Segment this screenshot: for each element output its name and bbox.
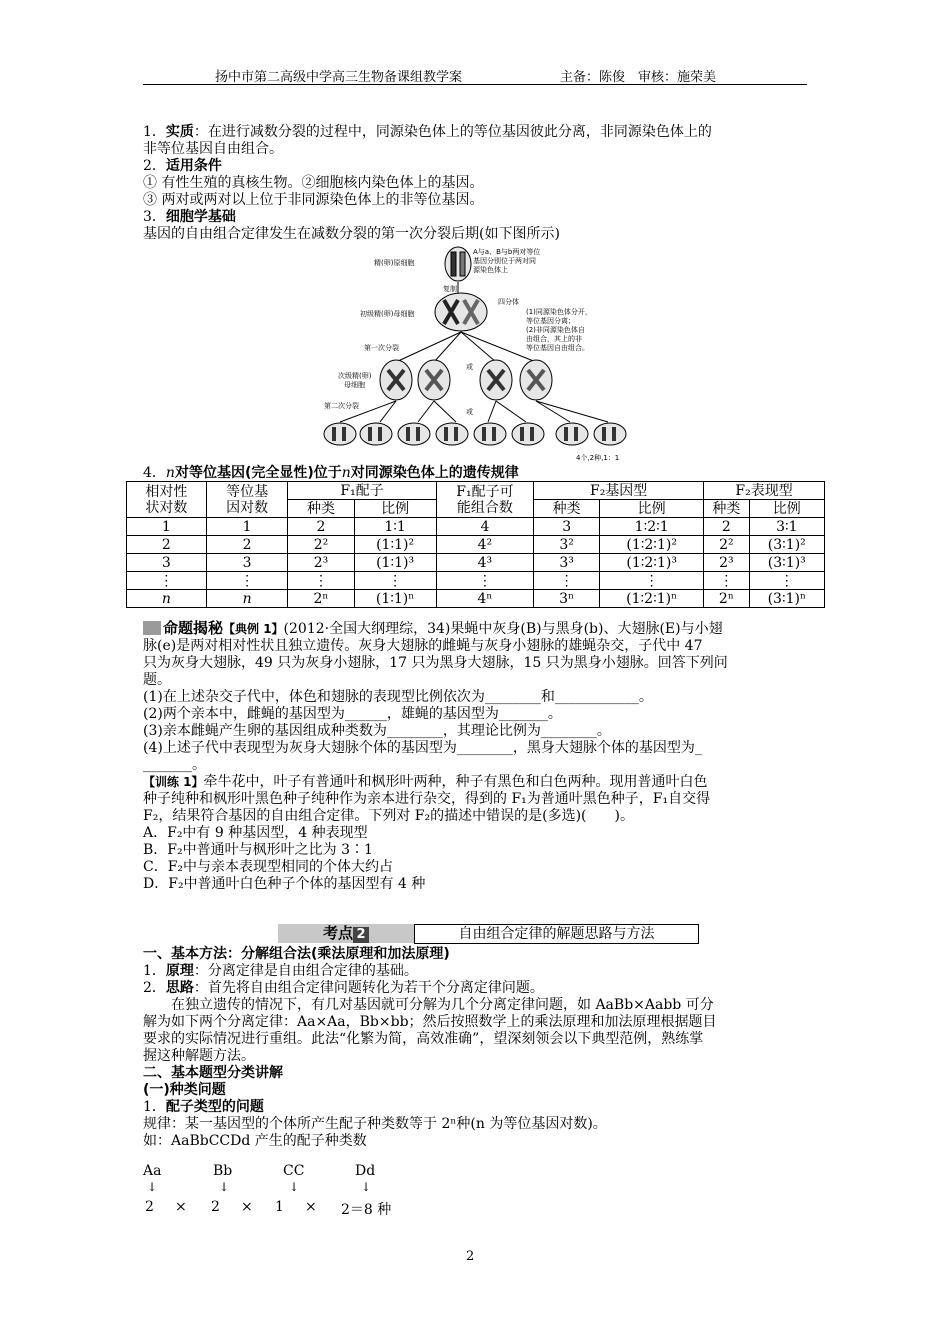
header-authors: 主备：陈俊 审核：施荣美 [560, 70, 717, 85]
branch-lines-2 [340, 401, 608, 422]
genotype-dd: Dd [355, 1163, 376, 1179]
train-line-1: 【训练 1】牵牛花中，叶子有普通叶和枫形叶两种，种子有黑色和白色两种。现用普通叶白色 [143, 774, 708, 790]
down-arrow-icon: ↓ [361, 1180, 372, 1194]
topic-label: 考点 2 [278, 924, 414, 943]
exam-line-4: 题。 [143, 672, 171, 688]
principle-cytology: 3．细胞学基础 [143, 209, 236, 225]
method-heading-2: 二、基本题型分类讲解 [143, 1065, 283, 1081]
train-line-3: F₂，结果符合基因的自由组合定律。下列对 F₂的描述中错误的是(多选)( )。 [143, 808, 634, 824]
exam-line-1: 命题揭秘【典例 1】(2012·全国大纲理综，34)果蝇中灰身(B)与黑身(b)、大翅脉(E)与小翅 [143, 620, 807, 638]
train-line-2: 种子纯种和枫形叶黑色种子纯种作为亲本进行杂交，得到的 F₁为普通叶黑色种子，F₁自交得 [143, 791, 711, 807]
count-bb: 2 [211, 1199, 220, 1215]
diagram-label-cell3b: 母细胞 [344, 381, 365, 389]
exam-question-2: (2)两个亲本中，雌蝇的基因型为______，雄蝇的基因型为_______。 [143, 706, 562, 722]
method-rule: 规律：某一基因型的个体所产生配子种类数等于 2ⁿ种(n 为等位基因对数)。 [143, 1116, 607, 1132]
diagram-label-div1: 第一次分裂 [364, 344, 399, 352]
exam-question-3: (3)亲本雌蝇产生卵的基因组成种类数为________，其理论比例为________。 [143, 723, 611, 739]
page-number: 2 [466, 1249, 475, 1264]
exam-question-4: (4)上述子代中表现型为灰身大翅脉个体的基因型为________，黑身大翅脉个体的基因型为_ [143, 740, 702, 756]
topic-title: 自由组合定律的解题思路与方法 [414, 924, 699, 944]
diagram-label-result: 4个,2种,1：1 [576, 454, 620, 462]
header-title: 扬中市第二高级中学高三生物备课组教学案 [215, 70, 463, 85]
genotype-cc: CC [283, 1163, 305, 1179]
method-principle: 1．原理：分离定律是自由组合定律的基础。 [143, 963, 418, 979]
method-para-3: 要求的实际情况进行重组。此法“化繁为简，高效准确”，望深刻领会以下典型范例，熟练掌 [143, 1031, 704, 1047]
diagram-note-mid4: 由组合，其上的非 [526, 335, 582, 343]
count-cc: 1 [275, 1199, 284, 1215]
cell-primary [435, 293, 487, 331]
diagram-note-mid5: 等位基因自由组合。 [526, 344, 589, 352]
method-gamete-title: 1．配子类型的问题 [143, 1099, 264, 1115]
principle-conditions: 2．适用条件 [143, 158, 222, 174]
exam-question-4-cont: _______。 [143, 757, 206, 773]
diagram-label-cell2: 初级精(卵)母细胞 [360, 310, 415, 318]
method-heading-1: 一、基本方法：分解组合法(乘法原理和加法原理) [143, 946, 450, 962]
condition-2: ③ 两对或两对以上位于非同源染色体上的非等位基因。 [143, 192, 484, 208]
times-sign: × [305, 1199, 317, 1215]
cytology-text: 基因的自由组合定律发生在减数分裂的第一次分裂后期(如下图所示) [143, 226, 560, 242]
genotype-aa: Aa [143, 1163, 162, 1179]
train-option-a: A．F₂中有 9 种基因型，4 种表现型 [143, 825, 368, 841]
down-arrow-icon: ↓ [147, 1180, 158, 1194]
train-option-b: B．F₂中普通叶与枫形叶之比为 3∶1 [143, 842, 373, 858]
times-sign: × [241, 1199, 253, 1215]
down-arrow-icon: ↓ [219, 1180, 230, 1194]
table-row: 2 2 2² (1∶1)² 4² 3² (1∶2∶1)² 2² (3∶1)² [127, 536, 825, 554]
section-exam [143, 620, 807, 893]
count-aa: 2 [145, 1199, 154, 1215]
method-example: 如：AaBbCCDd 产生的配子种类数 [143, 1133, 367, 1149]
method-idea: 2．思路：首先将自由组合定律问题转化为若干个分离定律问题。 [143, 980, 544, 996]
genotype-bb: Bb [213, 1163, 233, 1179]
diagram-note-top3: 源染色体上 [473, 266, 508, 274]
section-marker-icon [143, 621, 161, 635]
table-row: ⋮ ⋮ ⋮ ⋮ ⋮ ⋮ ⋮ ⋮ ⋮ [127, 572, 825, 590]
method-para-2: 解为如下两个分离定律：Aa×Aa，Bb×bb；然后按照数学上的乘法原理和加法原理根据题目 [143, 1014, 717, 1030]
times-sign: × [175, 1199, 187, 1215]
method-heading-3: (一)种类问题 [143, 1082, 226, 1098]
train-option-d: D．F₂中普通叶白色种子个体的基因型有 4 种 [143, 876, 426, 892]
exam-line-2: 脉(e)是两对相对性状且独立遗传。灰身大翅脉的雌蝇与灰身小翅脉的雄蝇杂交，子代中 47 [143, 638, 703, 654]
section-4-heading: 4．n对等位基因(完全显性)位于n对同源染色体上的遗传规律 [143, 465, 519, 481]
diagram-label-cell3a: 次级精(卵) [338, 372, 372, 380]
diagram-note-mid2: 等位基因分离； [526, 317, 575, 325]
method-para-1: 在独立遗传的情况下，有几对基因就可分解为几个分离定律问题，如 AaBb×Aabb 可分 [171, 997, 714, 1013]
diagram-label-or1: 或 [466, 363, 473, 371]
condition-1: ① 有性生殖的真核生物。②细胞核内染色体上的基因。 [143, 175, 484, 191]
inheritance-table: 相对性 状对数 等位基 因对数 F₁配子 F₁配子可 能组合数 F₂基因型 F₂表现型 种类 比例 种类 比例 种类 比例 1 1 2 1∶1 4 3 1∶2∶1 2 3∶1 2 2 2² (1∶1)² 4² 3² (1∶2∶1)² 2² (3∶1)² 3 3 2³ (1∶1)³ 4³ 3³ (1∶2∶1)³ 2³ (3∶1)³ ⋮ ⋮ ⋮ ⋮ ⋮ ⋮ ⋮ ⋮ ⋮ n n 2ⁿ (1∶1)ⁿ 4ⁿ 3ⁿ (1∶2∶1)ⁿ 2ⁿ (3∶1)ⁿ [126, 481, 825, 608]
gametes [324, 423, 626, 445]
table-row: 1 1 2 1∶1 4 3 1∶2∶1 2 3∶1 [127, 518, 825, 536]
meiosis-diagram [318, 244, 636, 466]
section-principles [143, 124, 807, 243]
exam-line-3: 只为灰身大翅脉，49 只为灰身小翅脉，17 只为黑身大翅脉，15 只为黑身小翅脉。回答下列问 [143, 655, 728, 671]
diagram-label-cell1: 精(卵)原细胞 [374, 259, 415, 267]
down-arrow-icon: ↓ [289, 1180, 300, 1194]
diagram-label-tetrad: 四分体 [498, 298, 519, 306]
table-row: n n 2ⁿ (1∶1)ⁿ 4ⁿ 3ⁿ (1∶2∶1)ⁿ 2ⁿ (3∶1)ⁿ [127, 590, 825, 608]
diagram-note-top2: 基因分别位于两对同 [473, 257, 536, 265]
diagram-label-or2: 或 [466, 408, 473, 416]
diagram-note-top1: A与a、B与b两对等位 [473, 248, 541, 256]
diagram-note-mid1: (1)同源染色体分开， [526, 308, 592, 316]
page-header [143, 66, 807, 85]
train-option-c: C．F₂中与亲本表现型相同的个体大约占 [143, 859, 394, 875]
topic-banner [278, 924, 698, 944]
table-row: 3 3 2³ (1∶1)³ 4³ 3³ (1∶2∶1)³ 2³ (3∶1)³ [127, 554, 825, 572]
method-para-4: 握这种解题方法。 [143, 1048, 255, 1064]
principle-essence: 1．实质：在进行减数分裂的过程中，同源染色体上的等位基因彼此分离，非同源染色体上的 [143, 124, 712, 140]
exam-question-1: (1)在上述杂交子代中，体色和翅脉的表现型比例依次为________和____________。 [143, 689, 653, 705]
diagram-label-copy: 复制 [443, 285, 457, 293]
count-dd-total: 2＝8 种 [341, 1202, 392, 1218]
branch-lines-1 [396, 332, 536, 362]
principle-essence-cont: 非等位基因自由组合。 [143, 141, 283, 157]
diagram-note-mid3: (2)非同源染色体自 [526, 326, 585, 334]
section-method [143, 946, 807, 1150]
diagram-label-div2: 第二次分裂 [324, 402, 359, 410]
